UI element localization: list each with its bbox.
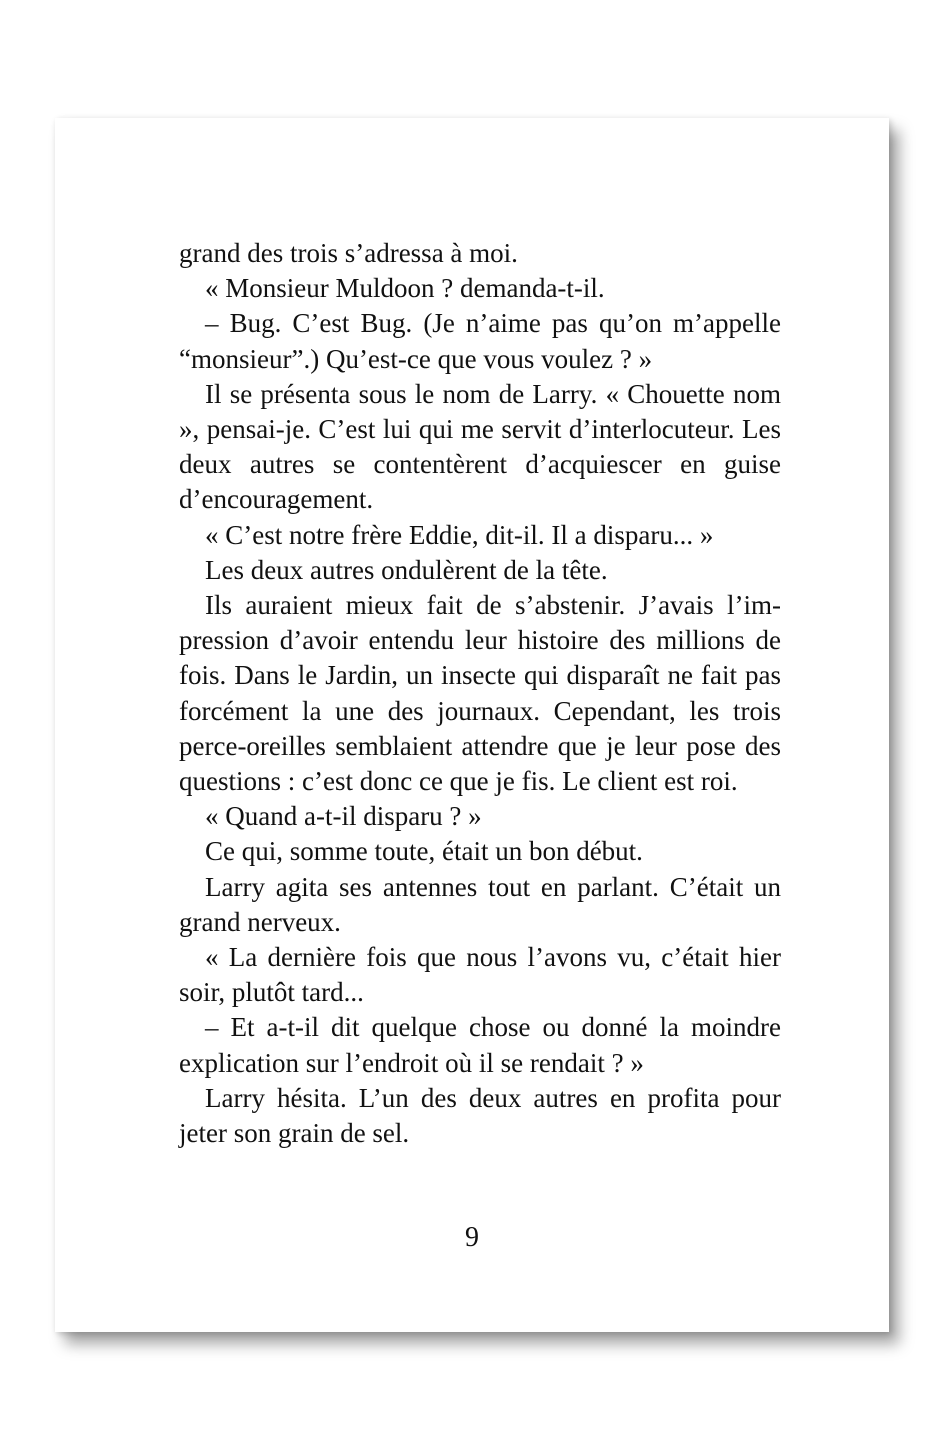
paragraph: « Quand a-t-il disparu ? »	[205, 801, 482, 832]
paragraph: Larry hésita. L’un des deux autres en profita pour jeter son grain de sel.	[179, 1082, 781, 1149]
page-number: 9	[465, 1222, 479, 1253]
book-page	[55, 118, 889, 1332]
paragraph: – Et a-t-il dit quelque chose ou donné la moindre explication sur l’endroit où il se rendait ? »	[179, 1012, 781, 1078]
paragraph: Ils auraient mieux fait de s’abstenir. J’avais l’impression d’avoir entendu leur histoire des millions de fois. Dans le Jardin, un insecte qui disparaît ne fait pas forcément la une des journaux. Cependant, les trois perce-oreilles semblaient attendre que je leur pose des questions : c’est donc ce que je fis. Le client est roi.	[179, 590, 781, 797]
paragraph: grand des trois s’adressa à moi.	[179, 238, 518, 268]
paragraph: Ce qui, somme toute, était un bon début.	[205, 836, 643, 867]
paragraph: Larry agita ses antennes tout en parlant. C’était un grand nerveux.	[179, 871, 781, 937]
paragraph: Il se présenta sous le nom de Larry. « Chouette nom », pensai-je. C’est lui qui me servit d’interlocuteur. Les deux autres se contentèrent d’acquiescer en guise d’encouragement.	[179, 378, 781, 515]
paragraph: – Bug. C’est Bug. (Je n’aime pas qu’on m’appelle “monsieur”.) Qu’est-ce que vous voulez ? »	[179, 308, 781, 374]
paragraph: « C’est notre frère Eddie, dit-il. Il a disparu... »	[205, 519, 714, 550]
page-body-text	[179, 236, 781, 1151]
paragraph: « Monsieur Muldoon ? demanda-t-il.	[205, 273, 605, 304]
paragraph: « La dernière fois que nous l’avons vu, c’était hier soir, plutôt tard...	[179, 942, 781, 1008]
paragraph: Les deux autres ondulèrent de la tête.	[205, 554, 608, 585]
